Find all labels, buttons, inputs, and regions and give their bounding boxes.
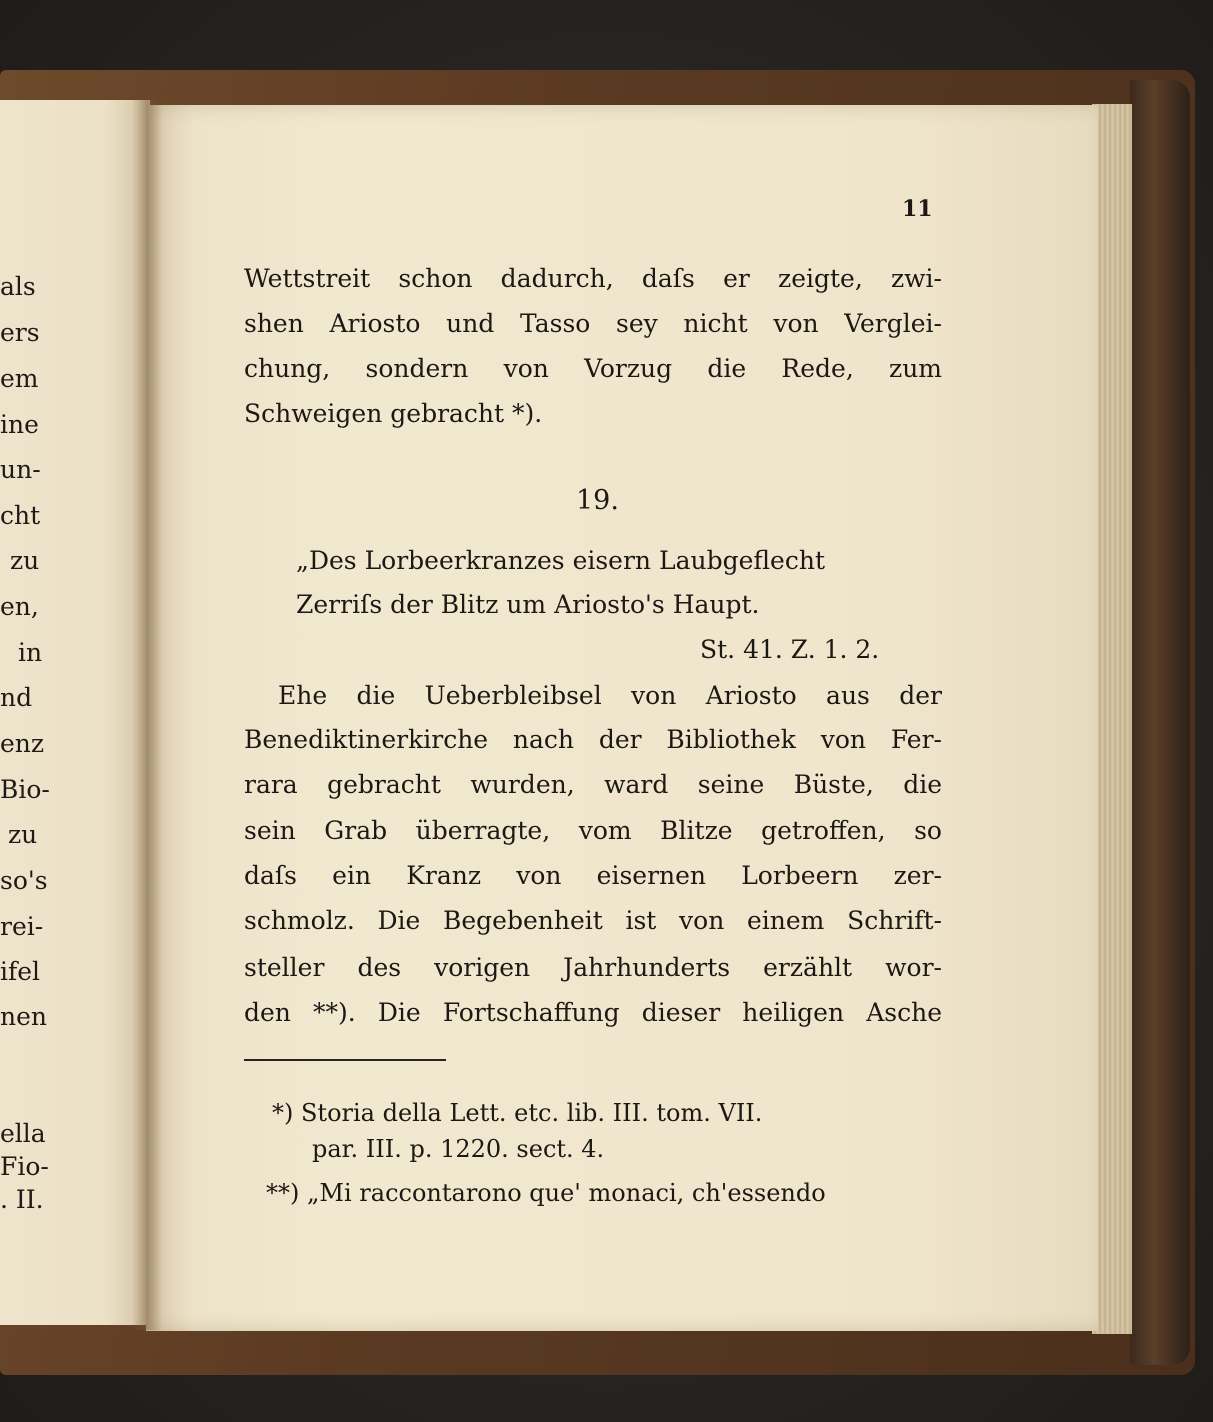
left-fragment: un- [0,455,41,484]
left-fragment: cht [0,501,41,530]
left-fragment: als [0,272,36,301]
left-fragment: enz [0,729,45,758]
quote-line: Zerriſs der Blitz um Ariosto's Haupt. [296,590,760,619]
left-fragment: Fio- [0,1152,49,1181]
left-fragment: nen [0,1002,47,1031]
citation: St. 41. Z. 1. 2. [700,635,880,664]
quote-line: „Des Lorbeerkranzes eisern Laubgeflecht [296,546,826,575]
left-fragment: nd [0,683,33,712]
paragraph-line: rara gebracht wurden, ward seine Büste, die [244,770,942,799]
book-spine-edge [1130,80,1190,1365]
section-number: 19. [576,485,619,516]
paragraph-line: shen Ariosto und Tasso sey nicht von Verglei- [244,309,942,338]
left-fragment: ella [0,1119,46,1148]
paragraph-line: schmolz. Die Begebenheit ist von einem Schrift- [244,906,942,935]
left-page [0,100,150,1325]
footnote-line: **) „Mi raccontarono que' monaci, ch'essendo [266,1179,826,1207]
footnote-line: *) Storia della Lett. etc. lib. III. tom. VII. [272,1099,763,1127]
left-fragment: ifel [0,957,41,986]
page-number: 11 [902,196,933,222]
paragraph-line: steller des vorigen Jahrhunderts erzählt wor- [244,953,942,982]
page-gutter [132,100,162,1330]
paragraph-line: chung, sondern von Vorzug die Rede, zum [244,354,942,383]
left-fragment: en, [0,592,39,621]
paragraph-line: Schweigen gebracht *). [244,399,543,428]
footnote-line: par. III. p. 1220. sect. 4. [312,1135,605,1163]
left-fragment: ers [0,318,40,347]
paragraph-line: sein Grab überragte, vom Blitze getroffen, so [244,816,942,845]
left-fragment: in [18,638,43,667]
left-fragment: rei- [0,912,44,941]
left-fragment: Bio- [0,775,50,804]
paragraph-line: Wettstreit schon dadurch, daſs er zeigte, zwi- [244,264,942,293]
paragraph-line: Ehe die Ueberbleibsel von Ariosto aus der [278,681,942,710]
page-stack [1092,104,1132,1334]
paragraph-line: Benediktinerkirche nach der Bibliothek von Fer- [244,725,942,754]
footnote-rule [244,1059,446,1061]
left-fragment: ine [0,410,39,439]
left-fragment: so's [0,866,48,895]
left-fragment: zu [10,546,40,575]
left-fragment: . II. [0,1185,44,1214]
paragraph-line: daſs ein Kranz von eisernen Lorbeern zer- [244,861,942,890]
left-fragment: zu [8,820,38,849]
paragraph-line: den **). Die Fortschaffung dieser heiligen Asche [244,998,942,1027]
left-fragment: em [0,364,39,393]
